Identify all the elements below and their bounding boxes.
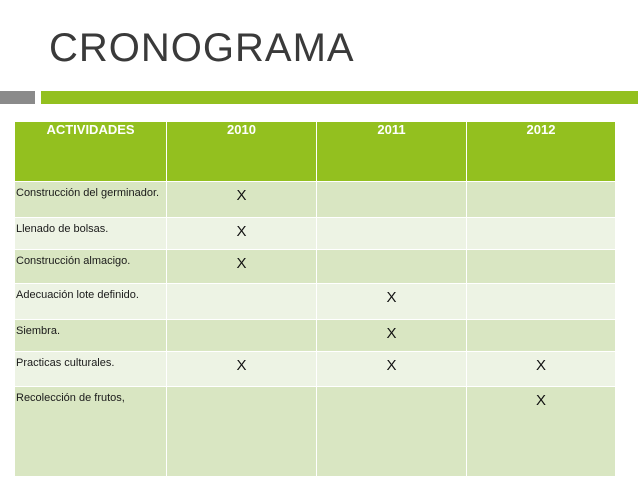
activity-cell: Siembra. [15, 320, 167, 352]
mark-2011 [317, 387, 467, 477]
mark-2012 [467, 250, 616, 284]
mark-2010: X [167, 182, 317, 218]
mark-2010: X [167, 352, 317, 387]
mark-2012: X [467, 352, 616, 387]
mark-2011 [317, 218, 467, 250]
mark-2010: X [167, 218, 317, 250]
mark-2010 [167, 284, 317, 320]
mark-2011: X [317, 320, 467, 352]
mark-2010 [167, 320, 317, 352]
decorative-gray-bar [0, 91, 35, 104]
mark-2012: X [467, 387, 616, 477]
mark-2011: X [317, 284, 467, 320]
mark-2012 [467, 218, 616, 250]
activity-cell: Practicas culturales. [15, 352, 167, 387]
table-row [15, 352, 616, 387]
column-header-2012: 2012 [467, 122, 616, 182]
activity-cell: Recolección de frutos, [15, 387, 167, 477]
table-row [15, 387, 616, 477]
page-title: CRONOGRAMA [49, 26, 355, 70]
table-row [15, 320, 616, 352]
mark-2010 [167, 387, 317, 477]
table-row [15, 250, 616, 284]
mark-2011 [317, 250, 467, 284]
activity-cell: Adecuación lote definido. [15, 284, 167, 320]
table-row [15, 218, 616, 250]
column-header-2010: 2010 [167, 122, 317, 182]
decorative-green-bar [41, 91, 638, 104]
mark-2011: X [317, 352, 467, 387]
mark-2012 [467, 320, 616, 352]
mark-2010: X [167, 250, 317, 284]
mark-2012 [467, 284, 616, 320]
column-header-activities: ACTIVIDADES [15, 122, 167, 182]
table-row [15, 284, 616, 320]
mark-2012 [467, 182, 616, 218]
column-header-2011: 2011 [317, 122, 467, 182]
schedule-table [14, 121, 616, 477]
header-row [15, 122, 616, 182]
mark-2011 [317, 182, 467, 218]
table-row [15, 182, 616, 218]
activity-cell: Llenado de bolsas. [15, 218, 167, 250]
activity-cell: Construcción del germinador. [15, 182, 167, 218]
activity-cell: Construcción almacigo. [15, 250, 167, 284]
